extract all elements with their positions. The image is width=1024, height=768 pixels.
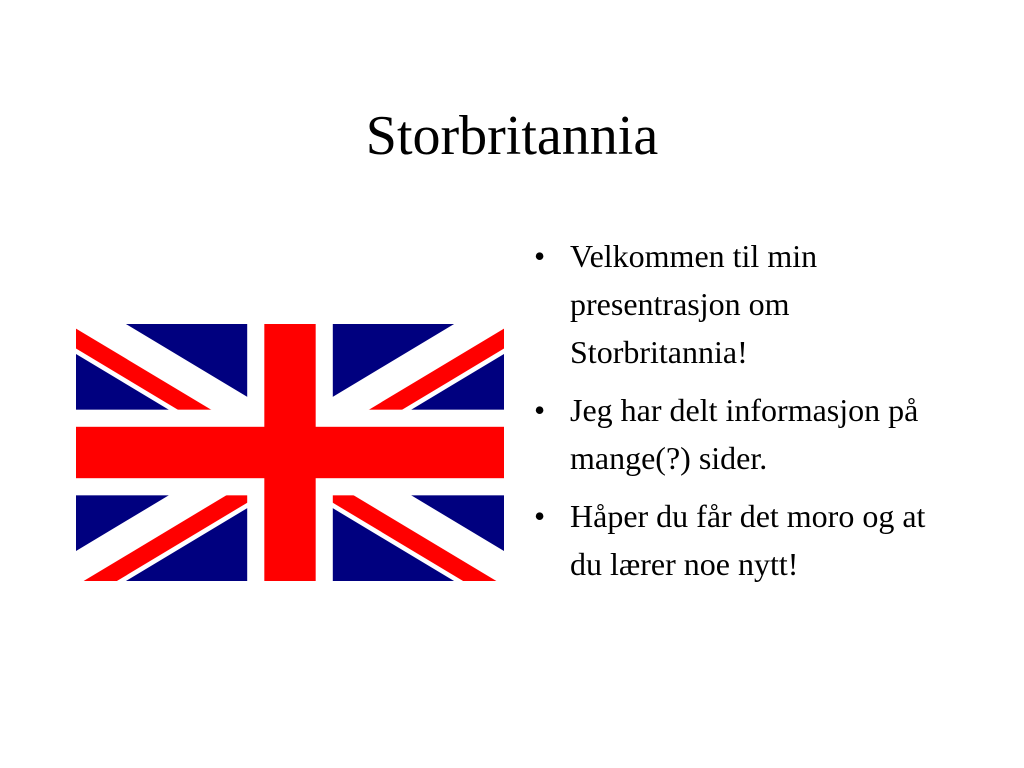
bullet-list [528,232,948,598]
bullet-item [528,232,948,376]
bullet-dot-icon: • [534,498,546,534]
bullet-text: Håper du får det moro og at du lærer noe nytt! [570,498,926,582]
bullet-text: Velkommen til min presentrasjon om Storbritannia! [570,238,818,370]
union-jack-flag-icon [76,324,504,581]
slide-title: Storbritannia [365,105,659,167]
bullet-dot-icon: • [534,392,546,428]
bullet-text: Jeg har delt informasjon på mange(?) sider. [570,392,919,476]
bullet-dot-icon: • [534,238,546,274]
bullet-item [528,492,948,588]
bullet-item [528,386,948,482]
flag-red-cross-h [76,427,504,478]
